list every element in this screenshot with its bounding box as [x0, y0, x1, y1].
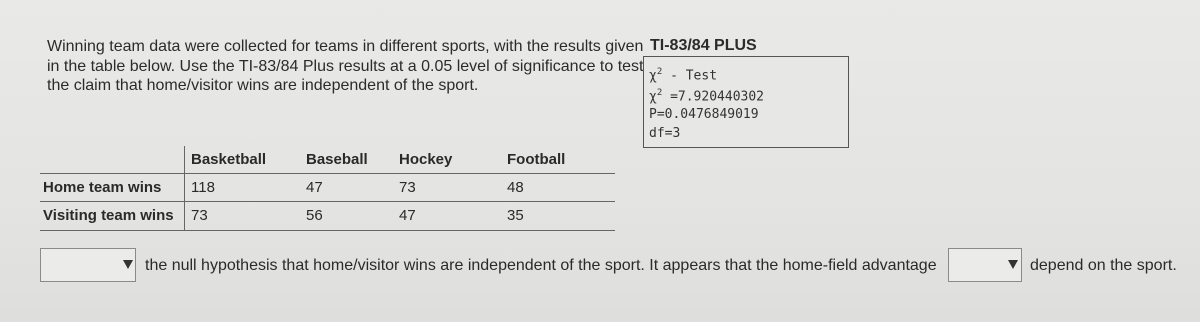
row-label-home: Home team wins	[43, 179, 162, 196]
row-label-visiting: Visiting team wins	[43, 207, 174, 224]
answer-sentence-2: depend on the sport.	[1030, 257, 1177, 274]
chi-superscript: 2	[656, 67, 663, 77]
test-label: - Test	[662, 68, 718, 84]
calculator-output	[643, 56, 849, 148]
table-divider	[40, 230, 615, 231]
problem-line-3: the claim that home/visitor wins are independent of the sport.	[47, 77, 479, 94]
table-cell: 47	[399, 207, 416, 224]
conclusion-dropdown[interactable]	[40, 248, 136, 282]
chi-square-statistic-line	[649, 88, 764, 104]
dependence-dropdown[interactable]	[948, 248, 1022, 282]
test-name-line	[649, 67, 717, 83]
column-header-baseball: Baseball	[306, 151, 368, 168]
chi-square-value: =7.920440302	[662, 89, 764, 105]
answer-sentence-1: the null hypothesis that home/visitor wins are independent of the sport. It appears that the home-field advantage	[145, 257, 937, 274]
table-divider	[184, 146, 185, 230]
table-cell: 56	[306, 207, 323, 224]
problem-line-2: in the table below. Use the TI-83/84 Plus results at a 0.05 level of significance to test	[47, 57, 644, 75]
table-cell: 73	[191, 207, 208, 224]
table-cell: 48	[507, 179, 524, 196]
problem-line-1: Winning team data were collected for teams in different sports, with the results given	[47, 38, 644, 55]
table-cell: 47	[306, 179, 323, 196]
calculator-title: TI-83/84 PLUS	[650, 37, 757, 54]
chevron-down-icon	[1008, 260, 1018, 269]
table-divider	[40, 173, 615, 174]
problem-statement	[47, 37, 647, 96]
table-divider	[40, 201, 615, 202]
chi-superscript: 2	[656, 88, 663, 98]
column-header-hockey: Hockey	[399, 151, 453, 168]
chi-symbol: χ	[649, 68, 657, 84]
chevron-down-icon	[123, 260, 133, 269]
p-value-line: P=0.0476849019	[649, 107, 759, 122]
column-header-football: Football	[507, 151, 566, 168]
table-cell: 118	[191, 179, 215, 196]
table-cell: 73	[399, 179, 416, 196]
table-cell: 35	[507, 207, 524, 224]
df-line: df=3	[649, 126, 681, 141]
column-header-basketball: Basketball	[191, 151, 267, 168]
chi-symbol: χ	[649, 89, 657, 105]
